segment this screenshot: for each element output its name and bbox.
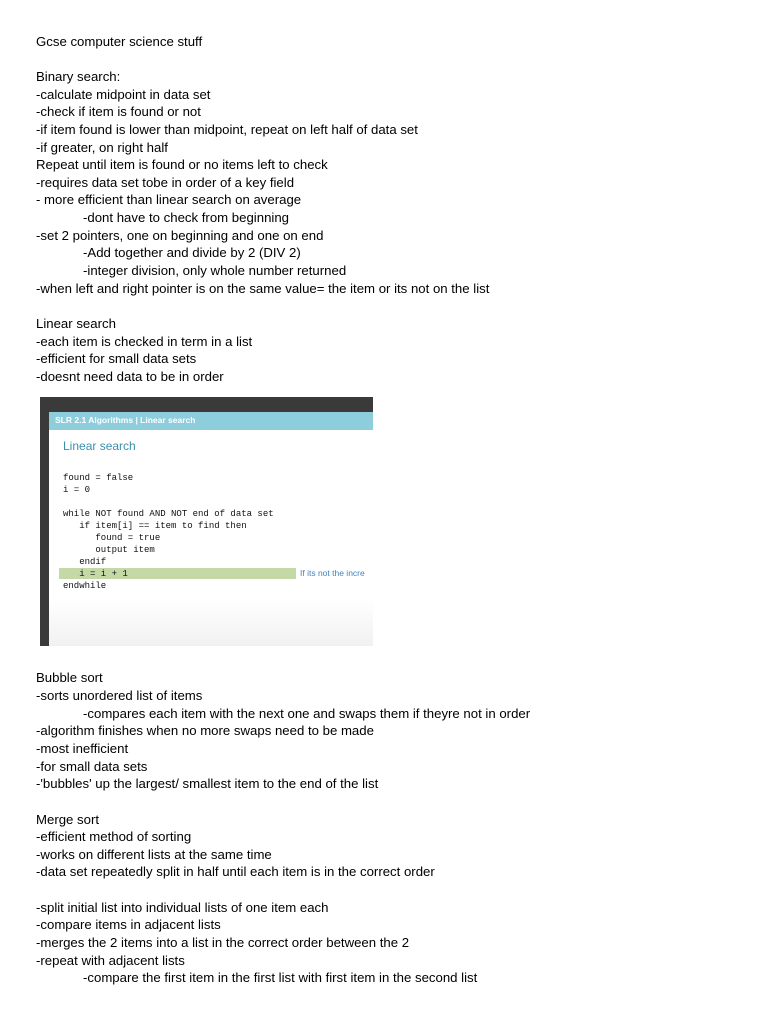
linear-search-line: -efficient for small data sets (36, 351, 197, 366)
merge-sort-heading: Merge sort (36, 812, 100, 827)
code-line: found = true (63, 533, 161, 543)
merge-sort-line: -works on different lists at the same time (36, 847, 272, 862)
binary-search-line: -calculate midpoint in data set (36, 87, 211, 102)
merge-sort-line: -repeat with adjacent lists (36, 953, 185, 968)
code-line: while NOT found AND NOT end of data set (63, 509, 274, 519)
merge-sort-line: -compare items in adjacent lists (36, 917, 221, 932)
binary-search-line: - more efficient than linear search on average (36, 192, 302, 207)
slide-content (49, 412, 373, 646)
merge-sort-line: -compare the first item in the first list with first item in the second list (83, 970, 478, 985)
linear-search-slide-image (40, 397, 373, 646)
linear-search-line: -each item is checked in term in a list (36, 334, 253, 349)
binary-search-line: -when left and right pointer is on the same value= the item or its not on the list (36, 281, 490, 296)
merge-sort-line: -split initial list into individual lists of one item each (36, 900, 329, 915)
bubble-sort-line: -compares each item with the next one and swaps them if theyre not in order (83, 706, 531, 721)
linear-search-line: -doesnt need data to be in order (36, 369, 224, 384)
bubble-sort-line: -for small data sets (36, 759, 148, 774)
linear-search-heading: Linear search (36, 316, 116, 331)
binary-search-line: -integer division, only whole number returned (83, 263, 347, 278)
bubble-sort-line: -most inefficient (36, 741, 129, 756)
bubble-sort-line: -sorts unordered list of items (36, 688, 203, 703)
code-line: output item (63, 545, 155, 555)
slide-title: Linear search (63, 439, 136, 453)
binary-search-line: -set 2 pointers, one on beginning and one on end (36, 228, 324, 243)
document-title: Gcse computer science stuff (36, 34, 203, 49)
code-line: i = i + 1 (63, 569, 128, 579)
slide-header-bar (49, 412, 373, 430)
binary-search-line: Repeat until item is found or no items left to check (36, 157, 328, 172)
binary-search-line: -if greater, on right half (36, 140, 168, 155)
code-line: found = false (63, 473, 134, 483)
merge-sort-line: -data set repeatedly split in half until each item is in the correct order (36, 864, 435, 879)
binary-search-line: -if item found is lower than midpoint, repeat on left half of data set (36, 122, 418, 137)
code-line: if item[i] == item to find then (63, 521, 247, 531)
binary-search-line: -Add together and divide by 2 (DIV 2) (83, 245, 301, 260)
binary-search-line: -dont have to check from beginning (83, 210, 289, 225)
bubble-sort-heading: Bubble sort (36, 670, 103, 685)
merge-sort-line: -merges the 2 items into a list in the correct order between the 2 (36, 935, 410, 950)
merge-sort-line: -efficient method of sorting (36, 829, 192, 844)
bubble-sort-line: -'bubbles' up the largest/ smallest item to the end of the list (36, 776, 379, 791)
slide-note: If its not the incre (300, 568, 365, 578)
binary-search-heading: Binary search: (36, 69, 121, 84)
code-line: i = 0 (63, 485, 91, 495)
code-line: endif (63, 557, 107, 567)
binary-search-line: -check if item is found or not (36, 104, 201, 119)
bubble-sort-line: -algorithm finishes when no more swaps need to be made (36, 723, 374, 738)
code-line: endwhile (63, 581, 107, 591)
slide-header-text: SLR 2.1 Algorithms | Linear search (55, 415, 196, 425)
binary-search-line: -requires data set tobe in order of a key field (36, 175, 295, 190)
